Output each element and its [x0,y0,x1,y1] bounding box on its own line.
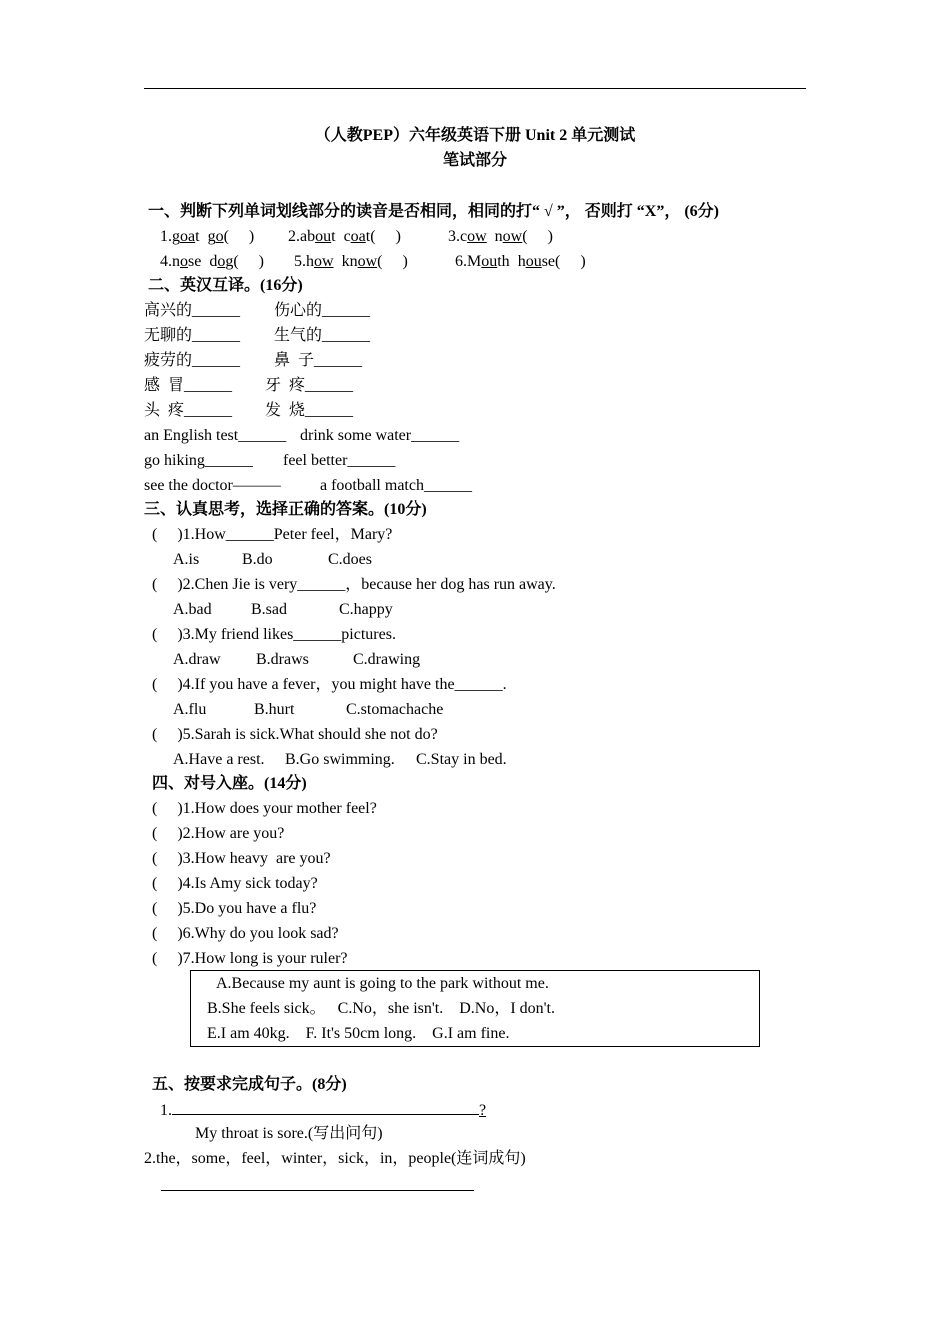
underlined-letters: ow [467,228,487,245]
word-part: g [207,228,216,245]
translation-term: 鼻 子______ [274,352,363,369]
word-part: g [172,228,180,245]
q2-answer-line [161,1190,474,1191]
item-word [344,228,371,245]
underlined-letters: ou [525,253,542,270]
item-word [306,253,334,270]
answer-box-line: A.Because my aunt is going to the park without me. [216,975,549,992]
translation-term: 无聊的______ [144,327,241,344]
item-number: 2. [288,228,300,245]
section5-heading: 五、按要求完成句子。(8分) [152,1076,347,1093]
choice-option: C.Stay in bed. [416,751,507,768]
word-part: t [365,228,371,245]
matching-question: ( )3.How heavy are you? [152,850,331,867]
item-number: 1. [160,228,172,245]
matching-question: ( )5.Do you have a flu? [152,900,317,917]
word-part: se [541,253,556,270]
choice-question: ( )5.Sarah is sick.What should she not do? [152,726,438,743]
word-part: n [172,253,180,270]
word-part: c [343,228,351,245]
q1-answer-line [172,1100,479,1115]
pronunciation-item [455,252,586,272]
answer-paren: ( ) [233,253,264,270]
choice-option: B.Go swimming. [285,751,395,768]
section3-heading: 三、认真思考，选择正确的答案。(10分) [144,501,427,518]
word-part: h [517,253,526,270]
choice-option: A.bad [173,601,212,618]
translation-term: 高兴的______ [144,302,241,319]
word-part: c [460,228,468,245]
s5-question2: 2.the，some，feel，winter，sick，in，people(连词成句) [144,1150,526,1167]
matching-question: ( )4.Is Amy sick today? [152,875,318,892]
exam-subtitle: 笔试部分 [442,152,507,169]
translation-term: drink some water______ [300,427,460,444]
choice-option: C.stomachache [346,701,444,718]
choice-question: ( )4.If you have a fever，you might have the______. [152,676,507,693]
matching-question: ( )6.Why do you look sad? [152,925,339,942]
choice-option: B.sad [251,601,287,618]
matching-question: ( )2.How are you? [152,825,285,842]
item-word [172,253,201,270]
matching-question: ( )7.How long is your ruler? [152,950,348,967]
answer-box-line: E.I am 40kg. F. It's 50cm long. G.I am fine. [207,1025,510,1042]
underlined-letters: ou [481,253,498,270]
section2-heading: 二、英汉互译。(16分) [148,277,303,294]
choice-option: A.Have a rest. [173,751,265,768]
translation-term: 疲劳的______ [144,352,241,369]
translation-term: a football match______ [320,477,472,494]
choice-option: A.is [173,551,200,568]
item-word [495,228,523,245]
word-part: th [497,253,510,270]
s5-question1 [160,1100,486,1121]
q1-question-mark: ? [479,1102,487,1119]
answer-paren: ( ) [223,228,255,245]
item-word [172,228,200,245]
choice-option: A.flu [173,701,207,718]
underlined-letters: ow [314,253,334,270]
underlined-letters: ou [315,228,332,245]
choice-question: ( )1.How______Peter feel，Mary? [152,526,393,543]
word-part: t [195,228,200,245]
translation-term: 生气的______ [274,327,371,344]
pronunciation-item [448,227,553,247]
word-part: g [225,253,234,270]
choice-question: ( )3.My friend likes______pictures. [152,626,396,643]
underlined-letters: o [217,253,226,270]
underlined-letters: oa [180,228,196,245]
word-part: d [209,253,218,270]
pronunciation-item [294,252,408,272]
matching-question: ( )1.How does your mother feel? [152,800,377,817]
underlined-letters: ow [357,253,378,270]
choice-option: B.draws [256,651,309,668]
translation-term: see the doctor——— [144,477,281,494]
choice-option: C.happy [339,601,393,618]
item-word [208,228,224,245]
translation-term: go hiking______ [144,452,253,469]
exam-title: （人教PEP）六年级英语下册 Unit 2 单元测试 [314,127,636,144]
underlined-letters: ow [502,228,523,245]
choice-option: C.drawing [353,651,421,668]
translation-term: 伤心的______ [274,302,371,319]
pronunciation-item [160,227,254,247]
section4-heading: 四、对号入座。(14分) [152,775,307,792]
item-word [300,228,336,245]
q1-hint: My throat is sore.(写出问句) [195,1125,383,1142]
answer-paren: ( ) [370,228,401,245]
word-part: t [331,228,336,245]
translation-term: 牙 疼______ [265,377,354,394]
pronunciation-item [160,252,264,272]
item-word [209,253,233,270]
answer-paren: ( ) [377,253,408,270]
answer-box-line: B.She feels sick。 C.No，she isn't. D.No，I don't. [207,1000,555,1017]
underlined-letters: o [180,253,188,270]
word-part: kn [341,253,358,270]
answer-paren: ( ) [522,228,553,245]
word-part: se [188,253,202,270]
translation-term: feel better______ [283,452,396,469]
header-rule [144,88,806,89]
word-part: M [467,253,482,270]
choice-option: A.draw [173,651,221,668]
answer-paren: ( ) [555,253,586,270]
item-number: 6. [455,253,467,270]
choice-option: C.does [328,551,372,568]
translation-term: an English test______ [144,427,287,444]
item-word [342,253,378,270]
item-number: 4. [160,253,172,270]
translation-term: 头 疼______ [144,402,233,419]
item-word [460,228,487,245]
choice-option: B.do [242,551,273,568]
word-part: n [494,228,503,245]
item-number: 5. [294,253,306,270]
item-word [467,253,510,270]
section1-heading: 一、判断下列单词划线部分的读音是否相同，相同的打“ √ ”， 否则打 “X”， (6分) [148,203,719,220]
word-part: h [306,253,314,270]
underlined-letters: o [215,228,224,245]
underlined-letters: oa [350,228,366,245]
item-word [518,253,555,270]
translation-term: 发 烧______ [265,402,354,419]
q1-number: 1. [160,1102,172,1119]
choice-question: ( )2.Chen Jie is very______，because her dog has run away. [152,576,556,593]
word-part: ab [300,228,316,245]
item-number: 3. [448,228,460,245]
translation-term: 感 冒______ [144,377,233,394]
pronunciation-item [288,227,401,247]
choice-option: B.hurt [254,701,295,718]
